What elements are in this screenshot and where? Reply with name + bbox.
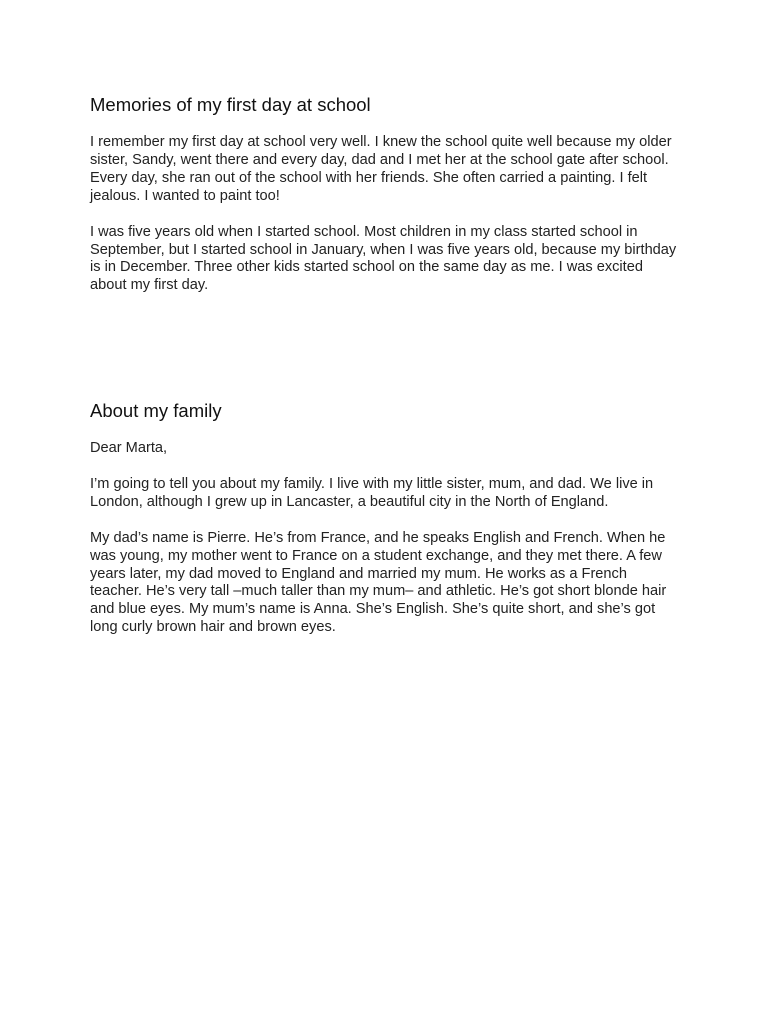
letter-greeting: Dear Marta, bbox=[90, 440, 168, 456]
section-title: About my family bbox=[90, 400, 222, 421]
paragraph: I was five years old when I started school. Most children in my class started school in September, but I started school in January, when I was five years old, because my birthday is in December. Three other kids started school on the same day as me. I was excited about my first day. bbox=[90, 223, 677, 294]
paragraph: I remember my first day at school very well. I knew the school quite well because my older sister, Sandy, went there and every day, dad and I met her at the school gate after school. Every day, she ran out of the school with her friends. She often carried a painting. I felt jealous. I wanted to paint too! bbox=[90, 134, 672, 204]
section-first-day-at-school bbox=[90, 94, 682, 313]
paragraph: I’m going to tell you about my family. I live with my little sister, mum, and dad. We live in London, although I grew up in Lancaster, a beautiful city in the North of England. bbox=[90, 475, 654, 510]
section-about-my-family bbox=[90, 400, 682, 655]
paragraph: My dad’s name is Pierre. He’s from France, and he speaks English and French. When he was young, my mother went to France on a student exchange, and they met there. A few years later, my dad moved to England and married my mum. He works as a French teacher. He’s very tall –much taller than my mum– and athletic. He’s got short blonde hair and blue eyes. My mum’s name is Anna. She’s English. She’s quite short, and she’s got long curly brown hair and brown eyes. bbox=[90, 529, 667, 636]
section-title: Memories of my first day at school bbox=[90, 94, 371, 115]
